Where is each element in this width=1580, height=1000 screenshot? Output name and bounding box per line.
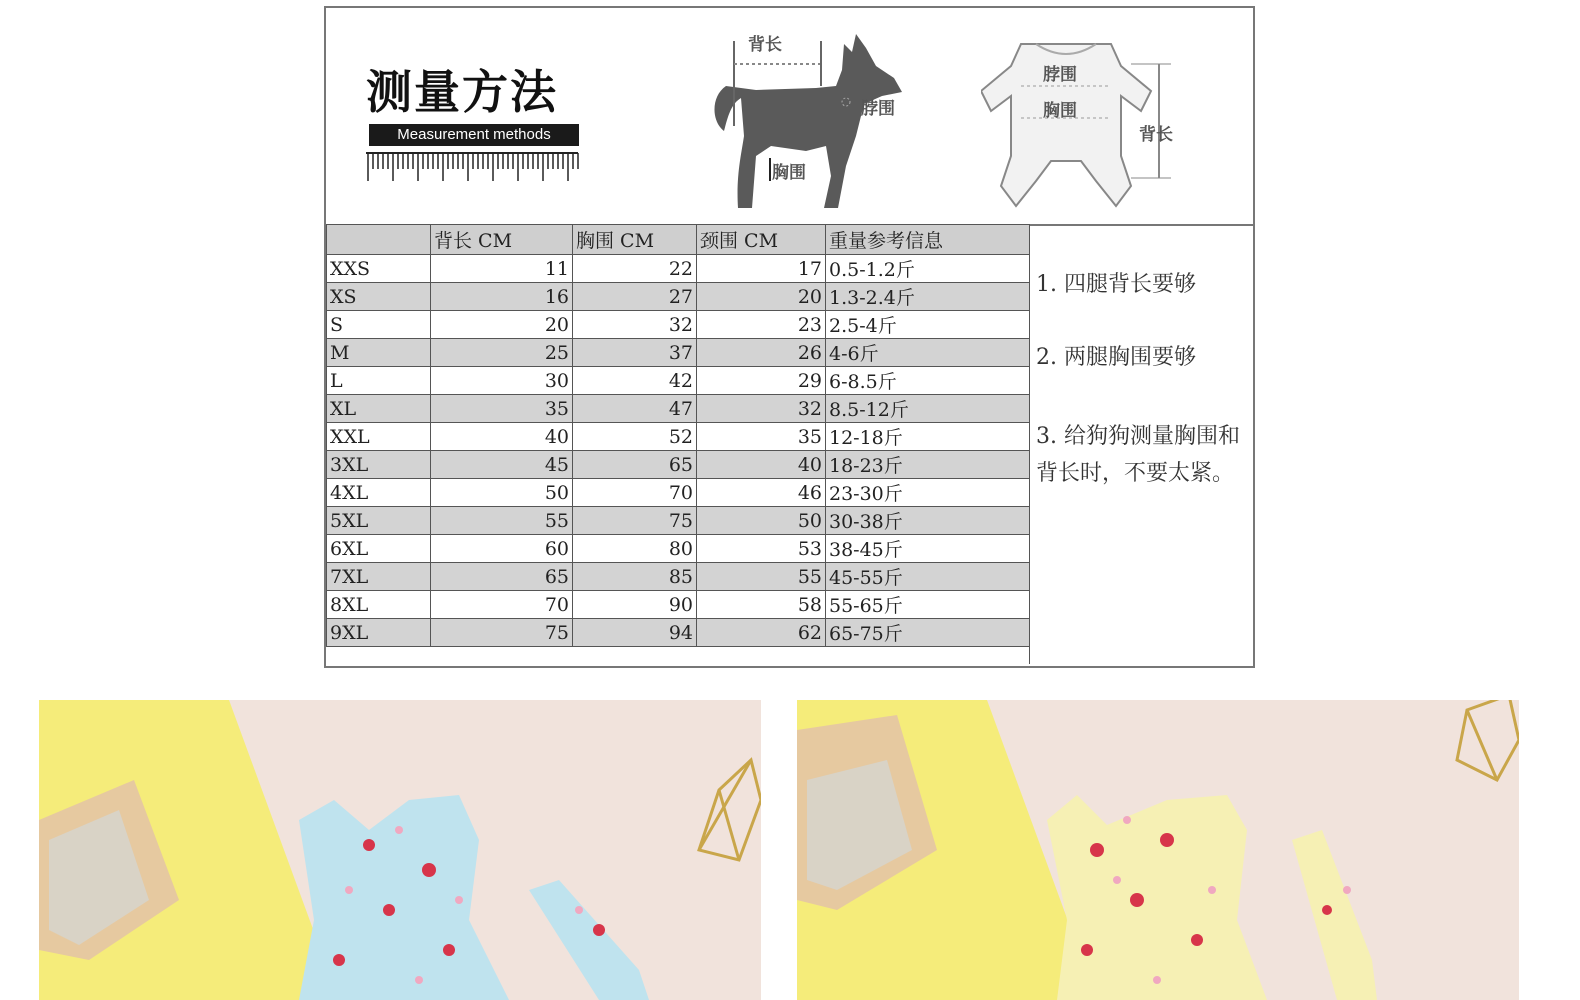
back-length-cell: 45 [431,451,573,479]
back-length-cell: 16 [431,283,573,311]
table-row [327,619,1030,647]
table-row [327,535,1030,563]
back-length-cell: 11 [431,255,573,283]
size-cell: S [327,311,431,339]
header-weight: 重量参考信息 [826,225,1030,255]
back-length-cell: 60 [431,535,573,563]
shirt-label-chest: 胸围 [1043,101,1077,121]
table-header-row [327,225,1030,255]
chest-cell: 27 [573,283,697,311]
back-length-cell: 55 [431,507,573,535]
table-row [327,591,1030,619]
chest-cell: 37 [573,339,697,367]
neck-cell: 23 [697,311,826,339]
chest-cell: 47 [573,395,697,423]
weight-cell: 1.3-2.4斤 [826,283,1030,311]
table-row [327,311,1030,339]
back-length-cell: 70 [431,591,573,619]
table-row [327,479,1030,507]
weight-cell: 0.5-1.2斤 [826,255,1030,283]
weight-cell: 6-8.5斤 [826,367,1030,395]
measurement-subtitle: Measurement methods [369,124,579,146]
size-cell: 9XL [327,619,431,647]
chest-cell: 85 [573,563,697,591]
measurement-title: 测量方法 [366,65,558,119]
chest-cell: 42 [573,367,697,395]
neck-cell: 29 [697,367,826,395]
chest-cell: 80 [573,535,697,563]
table-row [327,423,1030,451]
header-neck: 颈围 CM [697,225,826,255]
table-row [327,283,1030,311]
size-table [326,224,1030,647]
size-cell: L [327,367,431,395]
size-cell: 7XL [327,563,431,591]
back-length-cell: 20 [431,311,573,339]
size-table-body [327,255,1030,647]
neck-cell: 32 [697,395,826,423]
weight-cell: 30-38斤 [826,507,1030,535]
chest-cell: 94 [573,619,697,647]
size-cell: XXL [327,423,431,451]
weight-cell: 18-23斤 [826,451,1030,479]
back-length-cell: 25 [431,339,573,367]
ruler-icon [366,148,581,184]
weight-cell: 65-75斤 [826,619,1030,647]
back-length-cell: 65 [431,563,573,591]
weight-cell: 12-18斤 [826,423,1030,451]
dog-label-chest: 胸围 [772,163,806,183]
header-chest: 胸围 CM [573,225,697,255]
size-cell: XS [327,283,431,311]
table-row [327,367,1030,395]
size-cell: M [327,339,431,367]
neck-cell: 17 [697,255,826,283]
neck-cell: 35 [697,423,826,451]
weight-cell: 45-55斤 [826,563,1030,591]
back-length-cell: 40 [431,423,573,451]
neck-cell: 53 [697,535,826,563]
size-cell: 6XL [327,535,431,563]
size-cell: 3XL [327,451,431,479]
back-length-cell: 30 [431,367,573,395]
neck-cell: 40 [697,451,826,479]
neck-cell: 46 [697,479,826,507]
dog-label-neck: 脖围 [861,99,895,119]
header-back-length: 背长 CM [431,225,573,255]
size-cell: XXS [327,255,431,283]
shirt-label-back: 背长 [1139,125,1173,145]
size-chart-panel [324,6,1255,668]
dog-label-back: 背长 [748,35,782,55]
neck-cell: 26 [697,339,826,367]
shirt-measure-diagram [981,36,1231,216]
measurement-header [326,8,1253,226]
neck-cell: 58 [697,591,826,619]
table-row [327,255,1030,283]
chest-cell: 52 [573,423,697,451]
chest-cell: 70 [573,479,697,507]
neck-cell: 55 [697,563,826,591]
neck-cell: 50 [697,507,826,535]
weight-cell: 8.5-12斤 [826,395,1030,423]
size-cell: XL [327,395,431,423]
back-length-cell: 35 [431,395,573,423]
chest-cell: 32 [573,311,697,339]
table-row [327,507,1030,535]
chest-cell: 22 [573,255,697,283]
weight-cell: 38-45斤 [826,535,1030,563]
weight-cell: 55-65斤 [826,591,1030,619]
shirt-label-neck: 脖围 [1043,65,1077,85]
header-size [327,225,431,255]
back-length-cell: 75 [431,619,573,647]
size-cell: 4XL [327,479,431,507]
product-photo-yellow [797,700,1519,1000]
size-cell: 5XL [327,507,431,535]
dog-measure-diagram [706,26,916,216]
size-cell: 8XL [327,591,431,619]
table-row [327,451,1030,479]
note-two-leg: 2. 两腿胸围要够 [1036,345,1196,370]
weight-cell: 2.5-4斤 [826,311,1030,339]
chest-cell: 65 [573,451,697,479]
back-length-cell: 50 [431,479,573,507]
measurement-notes [1029,224,1253,664]
chest-cell: 90 [573,591,697,619]
neck-cell: 62 [697,619,826,647]
table-row [327,395,1030,423]
product-photo-blue [39,700,761,1000]
weight-cell: 23-30斤 [826,479,1030,507]
neck-cell: 20 [697,283,826,311]
weight-cell: 4-6斤 [826,339,1030,367]
table-row [327,563,1030,591]
note-not-too-tight: 3. 给狗狗测量胸围和背长时，不要太紧。 [1036,424,1240,486]
note-four-leg: 1. 四腿背长要够 [1036,272,1196,297]
table-row [327,339,1030,367]
chest-cell: 75 [573,507,697,535]
